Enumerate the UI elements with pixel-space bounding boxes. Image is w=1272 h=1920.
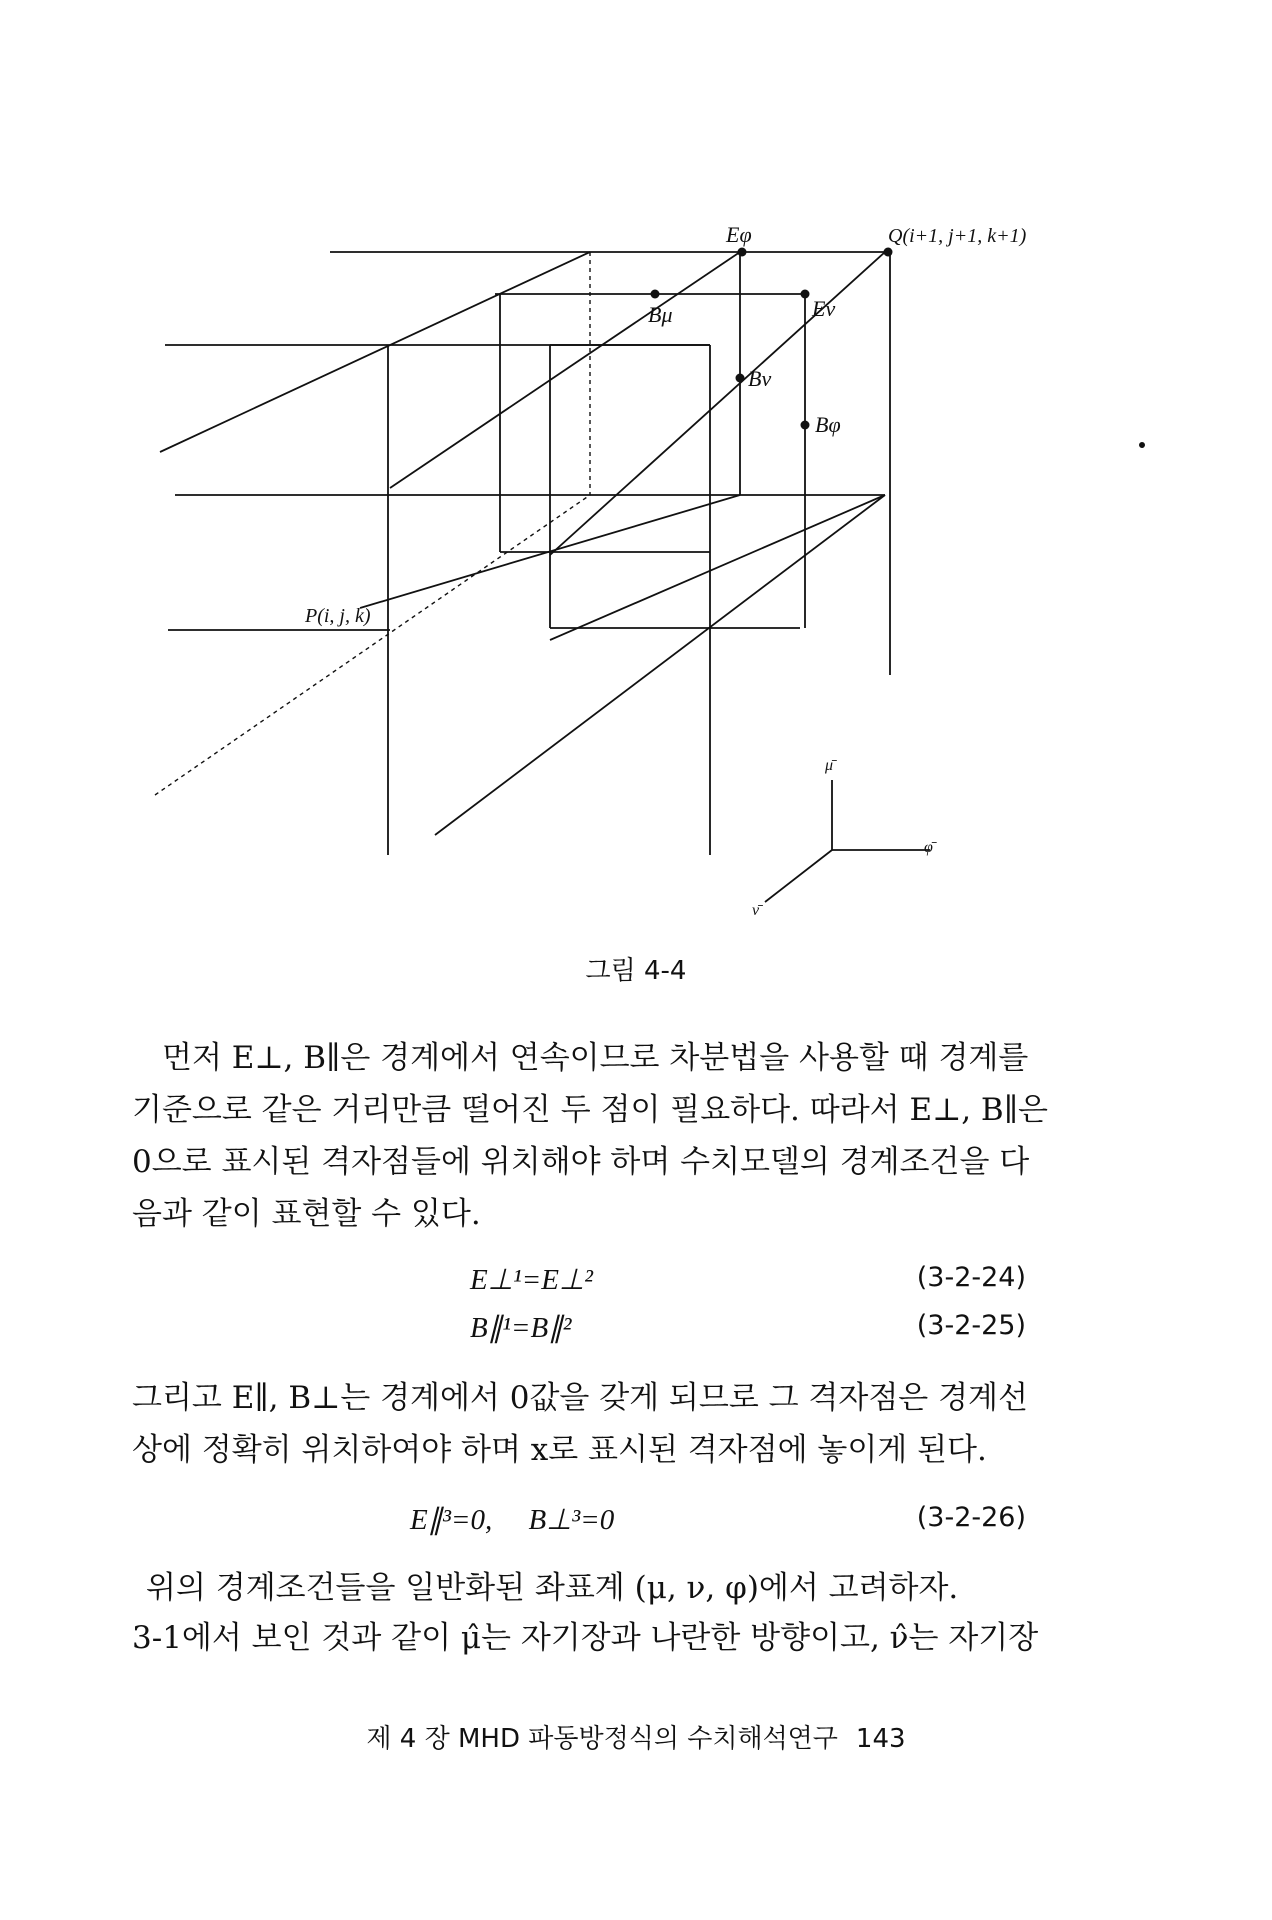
axis-nu [765,850,832,902]
page-dot [1139,442,1145,448]
label-axis-nu: ν̄ [752,902,760,919]
point-E-phi [738,248,747,257]
equation-expr: B∥¹=B∥² [470,1312,572,1344]
label-E-phi: Eφ [726,222,752,247]
equation-expr: E∥³=0, B⊥³=0 [410,1504,615,1536]
point-E-nu [801,290,810,299]
equation-number: (3-2-26) [916,1502,1026,1533]
figure-caption: 그림 4-4 [585,956,687,986]
grid-line [435,495,885,835]
label-B-phi: Bφ [815,412,841,437]
equation-number: (3-2-24) [916,1262,1026,1293]
page-footer [0,1718,1272,1755]
grid-line [390,252,740,488]
label-axis-mu: μ̄ [825,757,834,774]
label-E-nu: Eν [812,296,836,321]
point-B-nu [736,374,745,383]
point-B-phi [801,421,810,430]
label-P: P(i, j, k) [305,605,371,627]
label-B-nu: Bν [748,366,772,391]
page-number: 143 [855,1724,906,1754]
paragraph-3: 위의 경계조건들을 일반화된 좌표계 (μ, ν, φ)에서 고려하자. [146,1570,959,1606]
grid-line [550,495,885,640]
equation-expr: E⊥¹=E⊥² [470,1264,593,1296]
equation-number: (3-2-25) [916,1310,1026,1341]
point-B-mu [651,290,660,299]
hidden-line [155,495,590,795]
point-Q [884,248,893,257]
equation-3-2-24 [0,1262,1272,1306]
paragraph-4: 3-1에서 보인 것과 같이 μ̂는 자기장과 나란한 방향이고, ν̂는 자기장 [132,1620,1039,1656]
footer-chapter: 제 4 장 MHD 파동방정식의 수치해석연구 [366,1724,838,1754]
label-axis-phi: φ̄ [924,839,933,856]
paragraph-2: 그리고 E∥, B⊥는 경계에서 0값을 갖게 되므로 그 격자점은 경계선상에 정확히 위치하여야 하며 x로 표시된 격자점에 놓이게 된다. [132,1380,1028,1468]
grid-line [160,252,590,452]
paragraph-1: 먼저 E⊥, B∥은 경계에서 연속이므로 차분법을 사용할 때 경계를 기준으로 같은 거리만큼 떨어진 두 점이 필요하다. 따라서 E⊥, B∥은 0으로 표시된 격자점들에 위치해야 하며 수치모델의 경계조건을 다음과 같이 표현할 수 있다. [132,1040,1048,1232]
equation-3-2-25 [0,1310,1272,1354]
label-B-mu: Bμ [648,302,673,327]
equation-3-2-26 [0,1502,1272,1546]
label-Q: Q(i+1, j+1, k+1) [888,225,1027,247]
